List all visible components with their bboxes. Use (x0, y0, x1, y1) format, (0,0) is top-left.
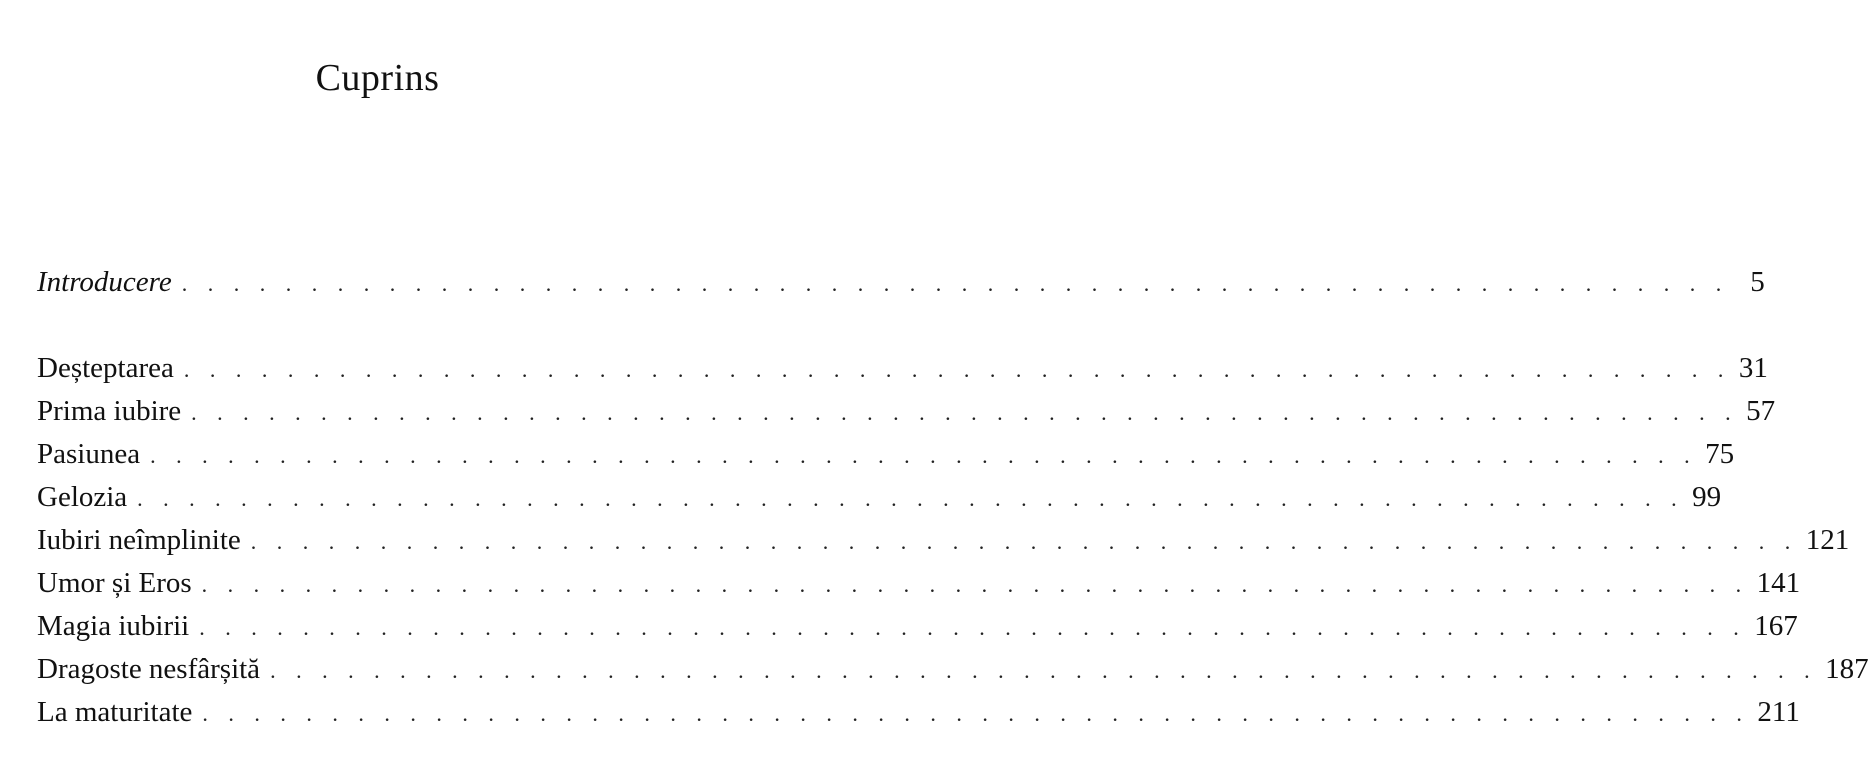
toc-entry-page: 75 (1705, 438, 1735, 470)
toc-entry-page: 99 (1692, 481, 1722, 513)
toc-entry-label: Prima iubire (37, 395, 182, 427)
toc-entry (37, 650, 1869, 693)
dot-leader: . . . . . . . . . . . . . . . . . . . . . . . . . . . . . . . . . . . . . . . . . . . . . . . . . . . . . . . . . . . . (270, 658, 1818, 683)
toc-entry-page: 141 (1756, 567, 1801, 599)
toc-intro-list (37, 263, 1765, 306)
dot-leader: . . . . . . . . . . . . . . . . . . . . . . . . . . . . . . . . . . . . . . . . . . . . . . . . . . . . . . . . . . . . (191, 400, 1739, 425)
dot-leader: . . . . . . . . . . . . . . . . . . . . . . . . . . . . . . . . . . . . . . . . . . . . . . . . . . . . . . . . . . . . (137, 486, 1685, 511)
toc-entry (37, 693, 1800, 736)
toc-entry-page: 57 (1746, 395, 1776, 427)
toc-entry-label: Introducere (37, 266, 172, 298)
dot-leader: . . . . . . . . . . . . . . . . . . . . . . . . . . . . . . . . . . . . . . . . . . . . . . . . . . . . . . . . . . . . (250, 529, 1798, 554)
toc-entry (37, 607, 1798, 650)
dot-leader: . . . . . . . . . . . . . . . . . . . . . . . . . . . . . . . . . . . . . . . . . . . . . . . . . . . . . . . . . . . . (150, 443, 1698, 468)
dot-leader: . . . . . . . . . . . . . . . . . . . . . . . . . . . . . . . . . . . . . . . . . . . . . . . . . . . . . . . . . . . . (201, 572, 1749, 597)
toc-chapter-list (37, 349, 1869, 736)
toc-entry-label: Umor și Eros (37, 567, 192, 599)
toc-entry-label: Deșteptarea (37, 352, 174, 384)
toc-entry (37, 478, 1722, 521)
toc-entry-page: 5 (1750, 266, 1765, 298)
toc-entry-page: 31 (1738, 352, 1768, 384)
toc-entry-label: La maturitate (37, 696, 193, 728)
toc-entry (37, 521, 1850, 564)
toc-entry-label: Magia iubirii (37, 610, 190, 642)
toc-entry-page: 167 (1754, 610, 1798, 642)
toc-entry (37, 392, 1776, 435)
toc-entry-label: Gelozia (37, 481, 128, 513)
dot-leader: . . . . . . . . . . . . . . . . . . . . . . . . . . . . . . . . . . . . . . . . . . . . . . . . . . . . . . . . . . . . (202, 701, 1750, 726)
toc-entry-label: Iubiri neîmplinite (37, 524, 241, 556)
dot-leader: . . . . . . . . . . . . . . . . . . . . . . . . . . . . . . . . . . . . . . . . . . . . . . . . . . . . . . . . . . . . (181, 271, 1729, 296)
toc-entry-page: 211 (1757, 696, 1800, 728)
dot-leader: . . . . . . . . . . . . . . . . . . . . . . . . . . . . . . . . . . . . . . . . . . . . . . . . . . . . . . . . . . . . (199, 615, 1747, 640)
toc-entry-page: 187 (1825, 653, 1869, 685)
toc-entry-label: Dragoste nesfârșită (37, 653, 261, 685)
toc-entry (37, 564, 1801, 607)
dot-leader: . . . . . . . . . . . . . . . . . . . . . . . . . . . . . . . . . . . . . . . . . . . . . . . . . . . . . . . . . . . . (183, 357, 1731, 382)
toc-entry-introducere (37, 263, 1765, 306)
toc-entry (37, 435, 1735, 478)
toc-entry-label: Pasiunea (37, 438, 141, 470)
page-title: Cuprins (315, 57, 440, 99)
toc-entry (37, 349, 1768, 392)
toc-entry-page: 121 (1805, 524, 1850, 556)
